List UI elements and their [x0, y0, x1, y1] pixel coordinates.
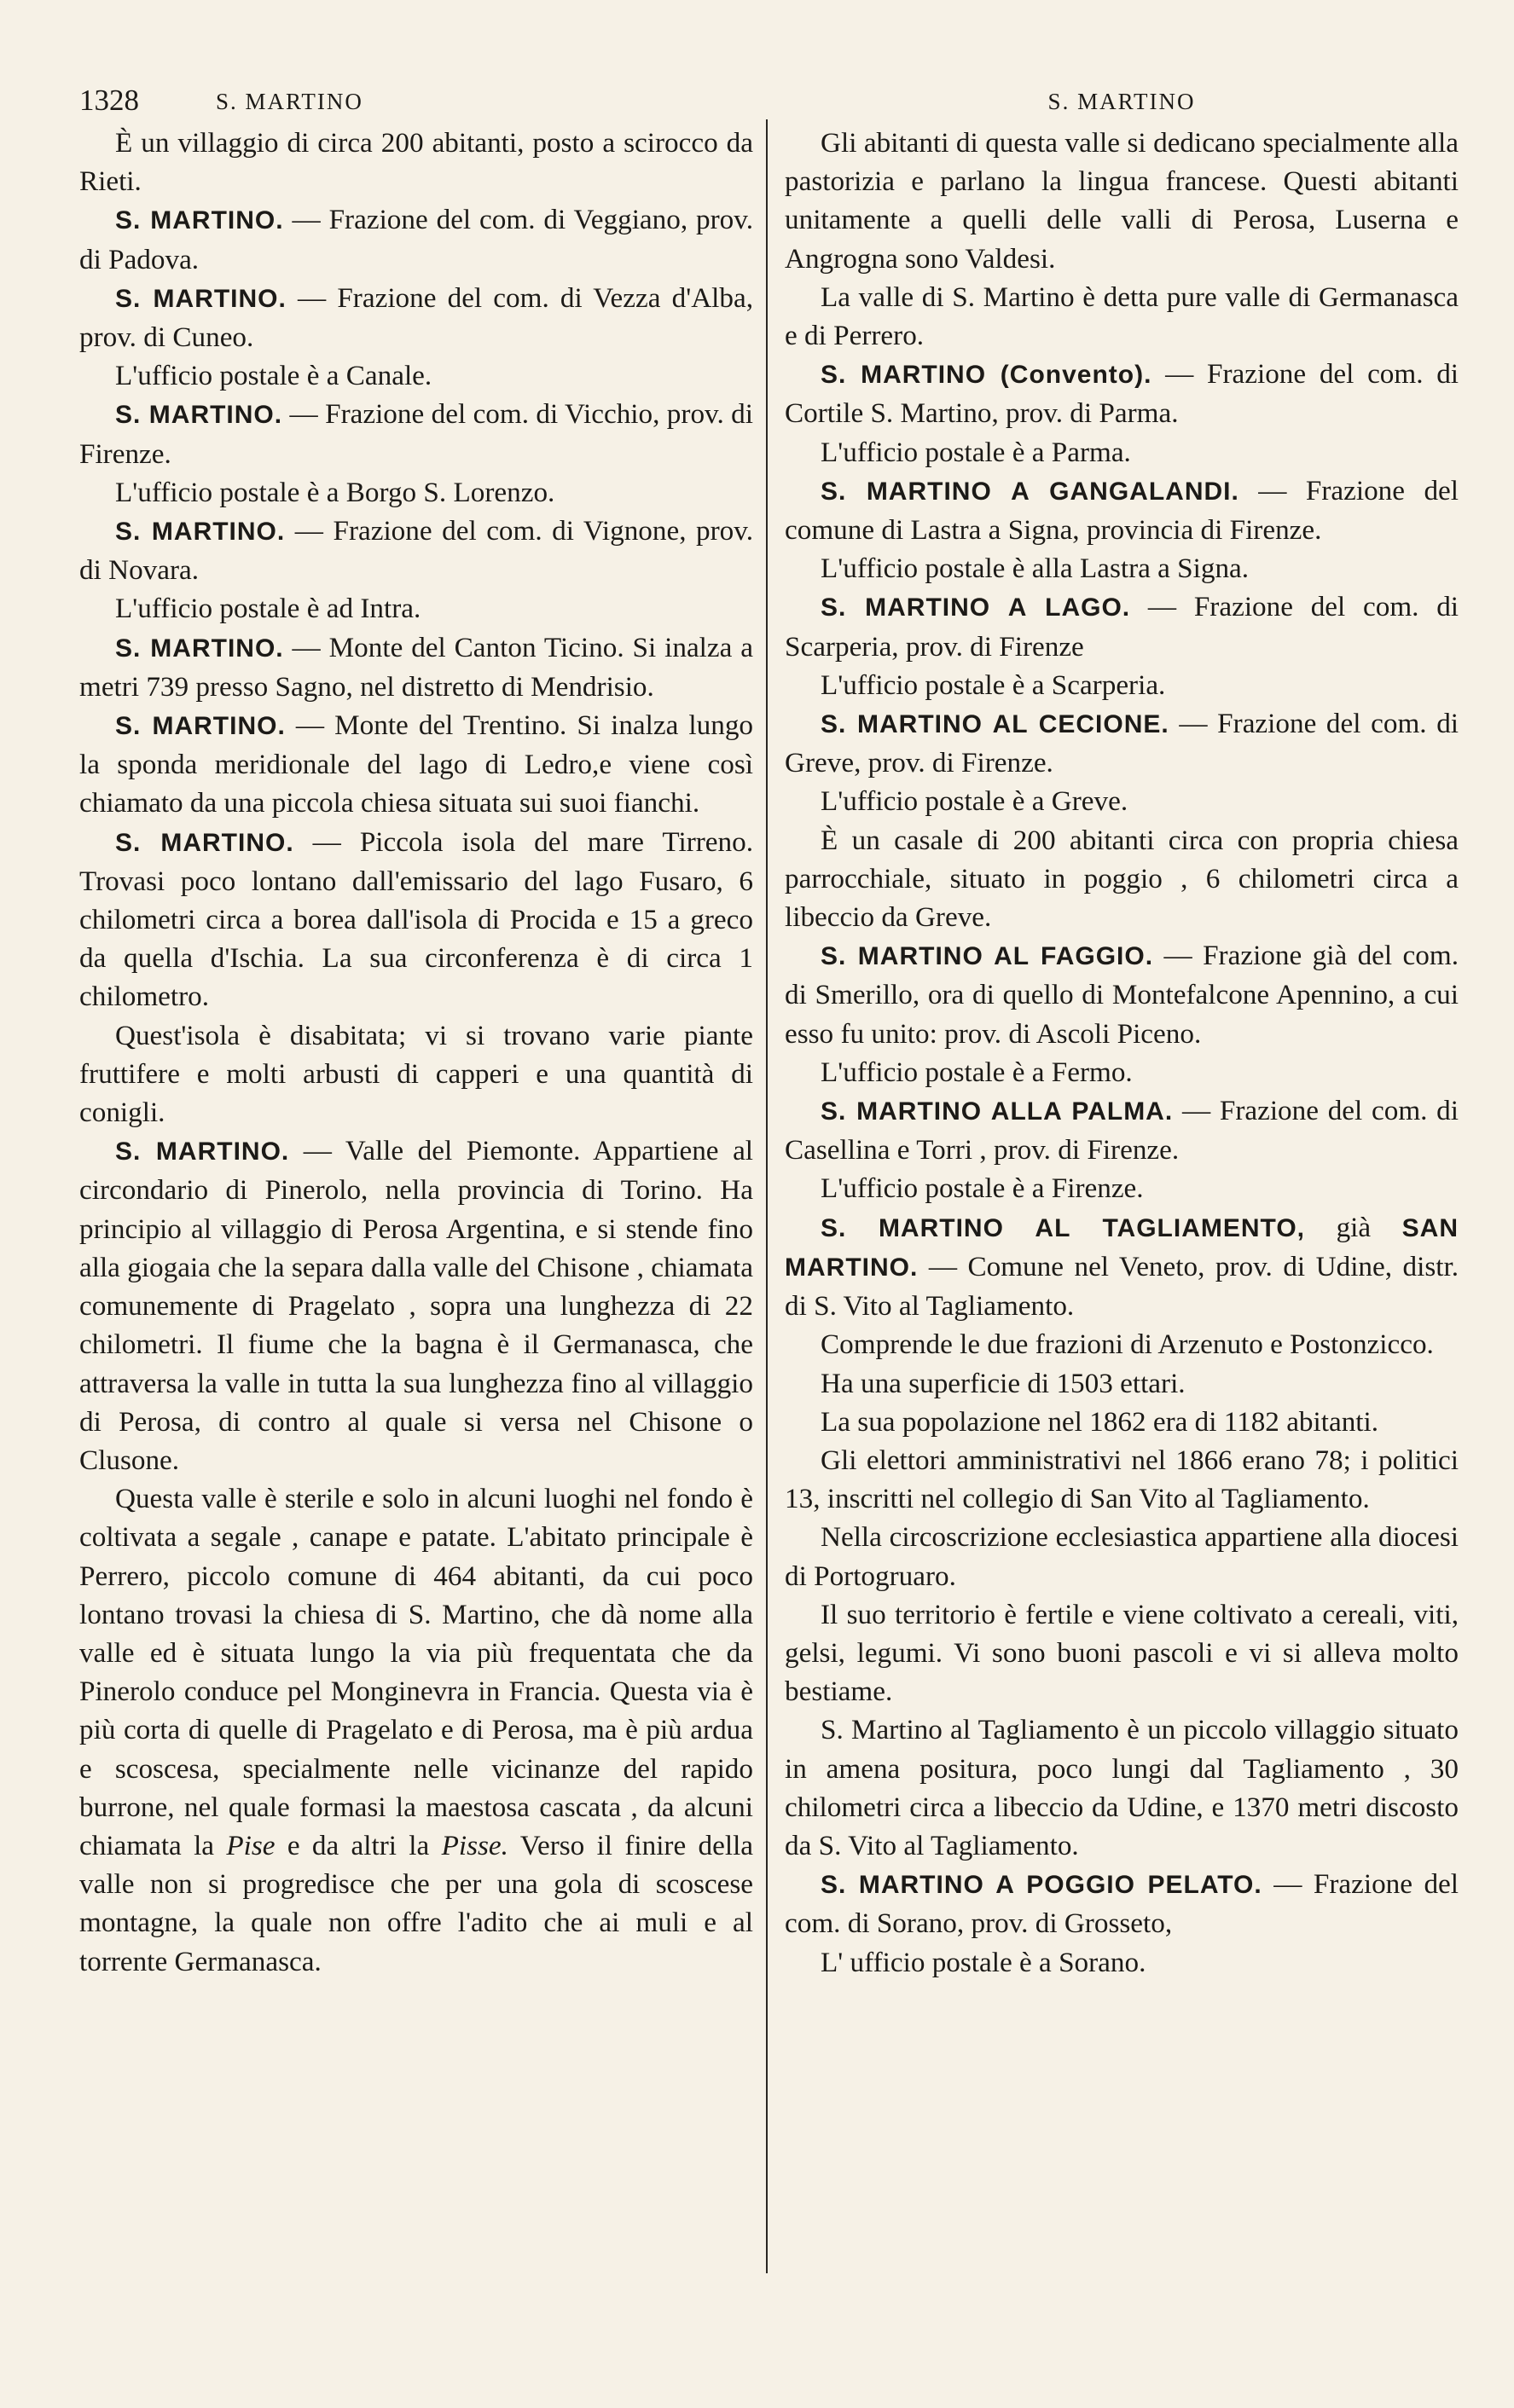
page-number: 1328	[79, 84, 139, 117]
entry-note: Comprende le due frazioni di Arzenuto e Postonzicco.	[821, 1328, 1434, 1361]
entry-text: — Comune nel Veneto, prov. di Udine, distr. di S. Vito al Tagliamento.	[785, 1250, 1459, 1323]
entry-isola	[79, 823, 753, 1016]
entry-monte-trentino	[79, 706, 753, 823]
running-title-left: S. MARTINO	[216, 89, 363, 114]
entry-note: L'ufficio postale è a Greve.	[821, 785, 1128, 818]
left-column	[79, 124, 753, 1981]
column-divider	[766, 119, 768, 2273]
entry-monte-ticino	[79, 628, 753, 706]
entry-gangalandi	[785, 472, 1459, 549]
entry-note: L'ufficio postale è a Parma.	[821, 436, 1131, 468]
entry-note: L'ufficio postale è a Scarperia.	[821, 669, 1166, 701]
entry-note: Gli elettori amministrativi nel 1866 erano 78; i politici 13, inscritti nel collegio di San Vito al Tagliamento.	[785, 1444, 1459, 1515]
entry-valle	[79, 1132, 753, 1479]
entry-note: L'ufficio postale è a Fermo.	[821, 1056, 1133, 1088]
entry-text: — Piccola isola del mare Tirreno. Trovasi poco lontano dall'emissario del lago Fusaro, 6 chilometri circa a borea dall'isola di Procida e 15 a greco da quella d'Ischia. La sua circonferenza è di circa 1 chilometro.	[79, 825, 754, 1013]
entry-headword: S. MARTINO.	[115, 712, 286, 741]
entry-text: già	[1336, 1211, 1372, 1243]
entry-headword: S. MARTINO A GANGALANDI.	[821, 477, 1239, 506]
entry-tagliamento	[785, 1208, 1459, 1326]
paragraph: Gli abitanti di questa valle si dedicano specialmente alla pastorizia e parlano la lingua francese. Questi abitanti unitamente a quelli delle valli di Perosa, Luserna e Angrogna sono Valdesi.	[785, 127, 1459, 275]
entry-note: È un casale di 200 abitanti circa con propria chiesa parrocchiale, situato in poggio , 6 chilometri circa a libeccio da Greve.	[785, 824, 1459, 934]
entry-text: — Frazione del com. di Sorano, prov. di Grosseto,	[785, 1868, 1459, 1940]
entry-text: — Monte del Trentino. Si inalza lungo la sponda meridionale del lago di Ledro,e viene così chiamato da una piccola chiesa situata sui suoi fianchi.	[79, 709, 754, 819]
entry-text: — Frazione del comune di Lastra a Signa, provincia di Firenze.	[785, 474, 1459, 547]
entry-headword: S. MARTINO.	[115, 518, 286, 547]
entry-note: L'ufficio postale è a Canale.	[115, 360, 432, 392]
entry-headword: SAN MARTINO.	[785, 1213, 1459, 1282]
entry-headword: S. MARTINO AL TAGLIAMENTO,	[821, 1213, 1305, 1242]
entry-text: — Frazione del com. di Greve, prov. di Firenze.	[785, 708, 1459, 779]
entry-headword: S. MARTINO.	[115, 284, 287, 313]
entry-note: La sua popolazione nel 1862 era di 1182 abitanti.	[821, 1405, 1379, 1438]
entry-lago	[785, 588, 1459, 665]
entry-text: — Frazione del com. di Veggiano, prov. di Padova.	[79, 204, 754, 275]
entry-note: L'ufficio postale è a Firenze.	[821, 1172, 1144, 1205]
entry-vezza	[79, 279, 753, 356]
entry-veggiano	[79, 200, 753, 278]
entry-note: L'ufficio postale è alla Lastra a Signa.	[821, 553, 1250, 585]
right-column	[785, 124, 1459, 1982]
entry-text: — Monte del Canton Ticino. Si inalza a metri 739 presso Sagno, nel distretto di Mendrisio.	[79, 631, 754, 703]
entry-headword: S. MARTINO (Convento).	[821, 361, 1152, 390]
entry-note: Nella circoscrizione ecclesiastica appartiene alla diocesi di Portogruaro.	[785, 1521, 1459, 1592]
entry-palma	[785, 1091, 1459, 1169]
entry-text: — Frazione del com. di Vicchio, prov. di Firenze.	[79, 398, 753, 470]
entry-headword: S. MARTINO.	[115, 401, 283, 430]
entry-poggio-pelato	[785, 1865, 1459, 1942]
note-text: Verso il finire della valle non si progredisce che per una gola di scoscese montagne, la quale non offre l'adito che ai muli e al torrente Germanasca.	[79, 1829, 754, 1977]
running-head-left	[79, 84, 753, 123]
note-text: e da altri la	[287, 1829, 430, 1861]
paragraph: La valle di S. Martino è detta pure valle di Germanasca e di Perrero.	[785, 281, 1459, 352]
entry-text: — Frazione del com. di Scarperia, prov. di Firenze	[785, 591, 1459, 663]
entry-text: — Frazione già del com. di Smerillo, ora di quello di Montefalcone Apennino, a cui esso fu unito: prov. di Ascoli Piceno.	[785, 940, 1459, 1050]
entry-text: — Frazione del com. di Cortile S. Martino, prov. di Parma.	[785, 358, 1459, 430]
note-text: Questa valle è sterile e solo in alcuni luoghi nel fondo è coltivata a segale , canape e patate. L'abitato principale è Perrero, piccolo comune di 464 abitanti, da cui poco lontano trovasi la chiesa di S. Martino, che dà nome alla valle ed è situata lungo la via più frequentata che da Pinerolo conduce pel Monginevra in Francia. Questa via è più corta di quelle di Pragelato e di Perosa, ma è più ardua e scoscesa, specialmente nelle vicinanze del rapido burrone, nel quale formasi la maestosa cascata , da alcuni chiamata la	[79, 1483, 753, 1861]
entry-headword: S. MARTINO.	[115, 828, 294, 857]
italic-name: Pise	[226, 1829, 276, 1861]
entry-headword: S. MARTINO.	[115, 1137, 290, 1166]
entry-headword: S. MARTINO AL FAGGIO.	[821, 942, 1154, 971]
entry-text: — Frazione del com. di Casellina e Torri , prov. di Firenze.	[785, 1095, 1459, 1166]
entry-text: — Valle del Piemonte. Appartiene al circondario di Pinerolo, nella provincia di Torino. Ha principio al villaggio di Perosa Argentina, e si stende fino alla giogaia che la separa dalla valle del Chisone , chiamata comunemente di Pragelato , sopra una lunghezza di 22 chilometri. Il fiume che la bagna è il Germanasca, che attraversa la valle in tutta la sua lunghezza fino al villaggio di Perosa, di contro al quale si versa nel Chisone o Clusone.	[79, 1135, 754, 1476]
entry-note: L' ufficio postale è a Sorano.	[821, 1946, 1146, 1978]
paragraph: È un villaggio di circa 200 abitanti, posto a scirocco da Rieti.	[79, 127, 753, 198]
entry-vignone	[79, 512, 753, 589]
entry-text: — Frazione del com. di Vezza d'Alba, prov. di Cuneo.	[79, 281, 753, 354]
entry-faggio	[785, 936, 1459, 1053]
entry-headword: S. MARTINO.	[115, 634, 284, 663]
entry-note: L'ufficio postale è a Borgo S. Lorenzo.	[115, 476, 555, 508]
entry-headword: S. MARTINO.	[115, 206, 284, 235]
entry-headword: S. MARTINO ALLA PALMA.	[821, 1097, 1174, 1126]
entry-text: — Frazione del com. di Vignone, prov. di Novara.	[79, 515, 754, 587]
entry-headword: S. MARTINO A LAGO.	[821, 593, 1131, 622]
entry-note: S. Martino al Tagliamento è un piccolo villaggio situato in amena positura, poco lungi dal Tagliamento , 30 chilometri circa a libeccio da Udine, e 1370 metri discosto da S. Vito al Tagliamento.	[785, 1714, 1459, 1861]
entry-convento	[785, 355, 1459, 432]
entry-note: Il suo territorio è fertile e viene coltivato a cereali, viti, gelsi, legumi. Vi sono buoni pascoli e vi si alleva molto bestiame.	[785, 1598, 1459, 1708]
entry-vicchio	[79, 395, 753, 472]
entry-note: Ha una superficie di 1503 ettari.	[821, 1367, 1186, 1399]
entry-note: Quest'isola è disabitata; vi si trovano varie piante fruttifere e molti arbusti di capperi e una quantità di conigli.	[79, 1019, 753, 1129]
entry-cecione	[785, 704, 1459, 782]
entry-note	[79, 1479, 753, 1981]
italic-name: Pisse.	[441, 1829, 508, 1861]
entry-note: L'ufficio postale è ad Intra.	[115, 593, 421, 625]
running-head-right	[785, 84, 1459, 123]
entry-headword: S. MARTINO A POGGIO PELATO.	[821, 1871, 1262, 1900]
running-title-right: S. MARTINO	[1047, 89, 1196, 114]
entry-headword: S. MARTINO AL CECIONE.	[821, 710, 1169, 739]
